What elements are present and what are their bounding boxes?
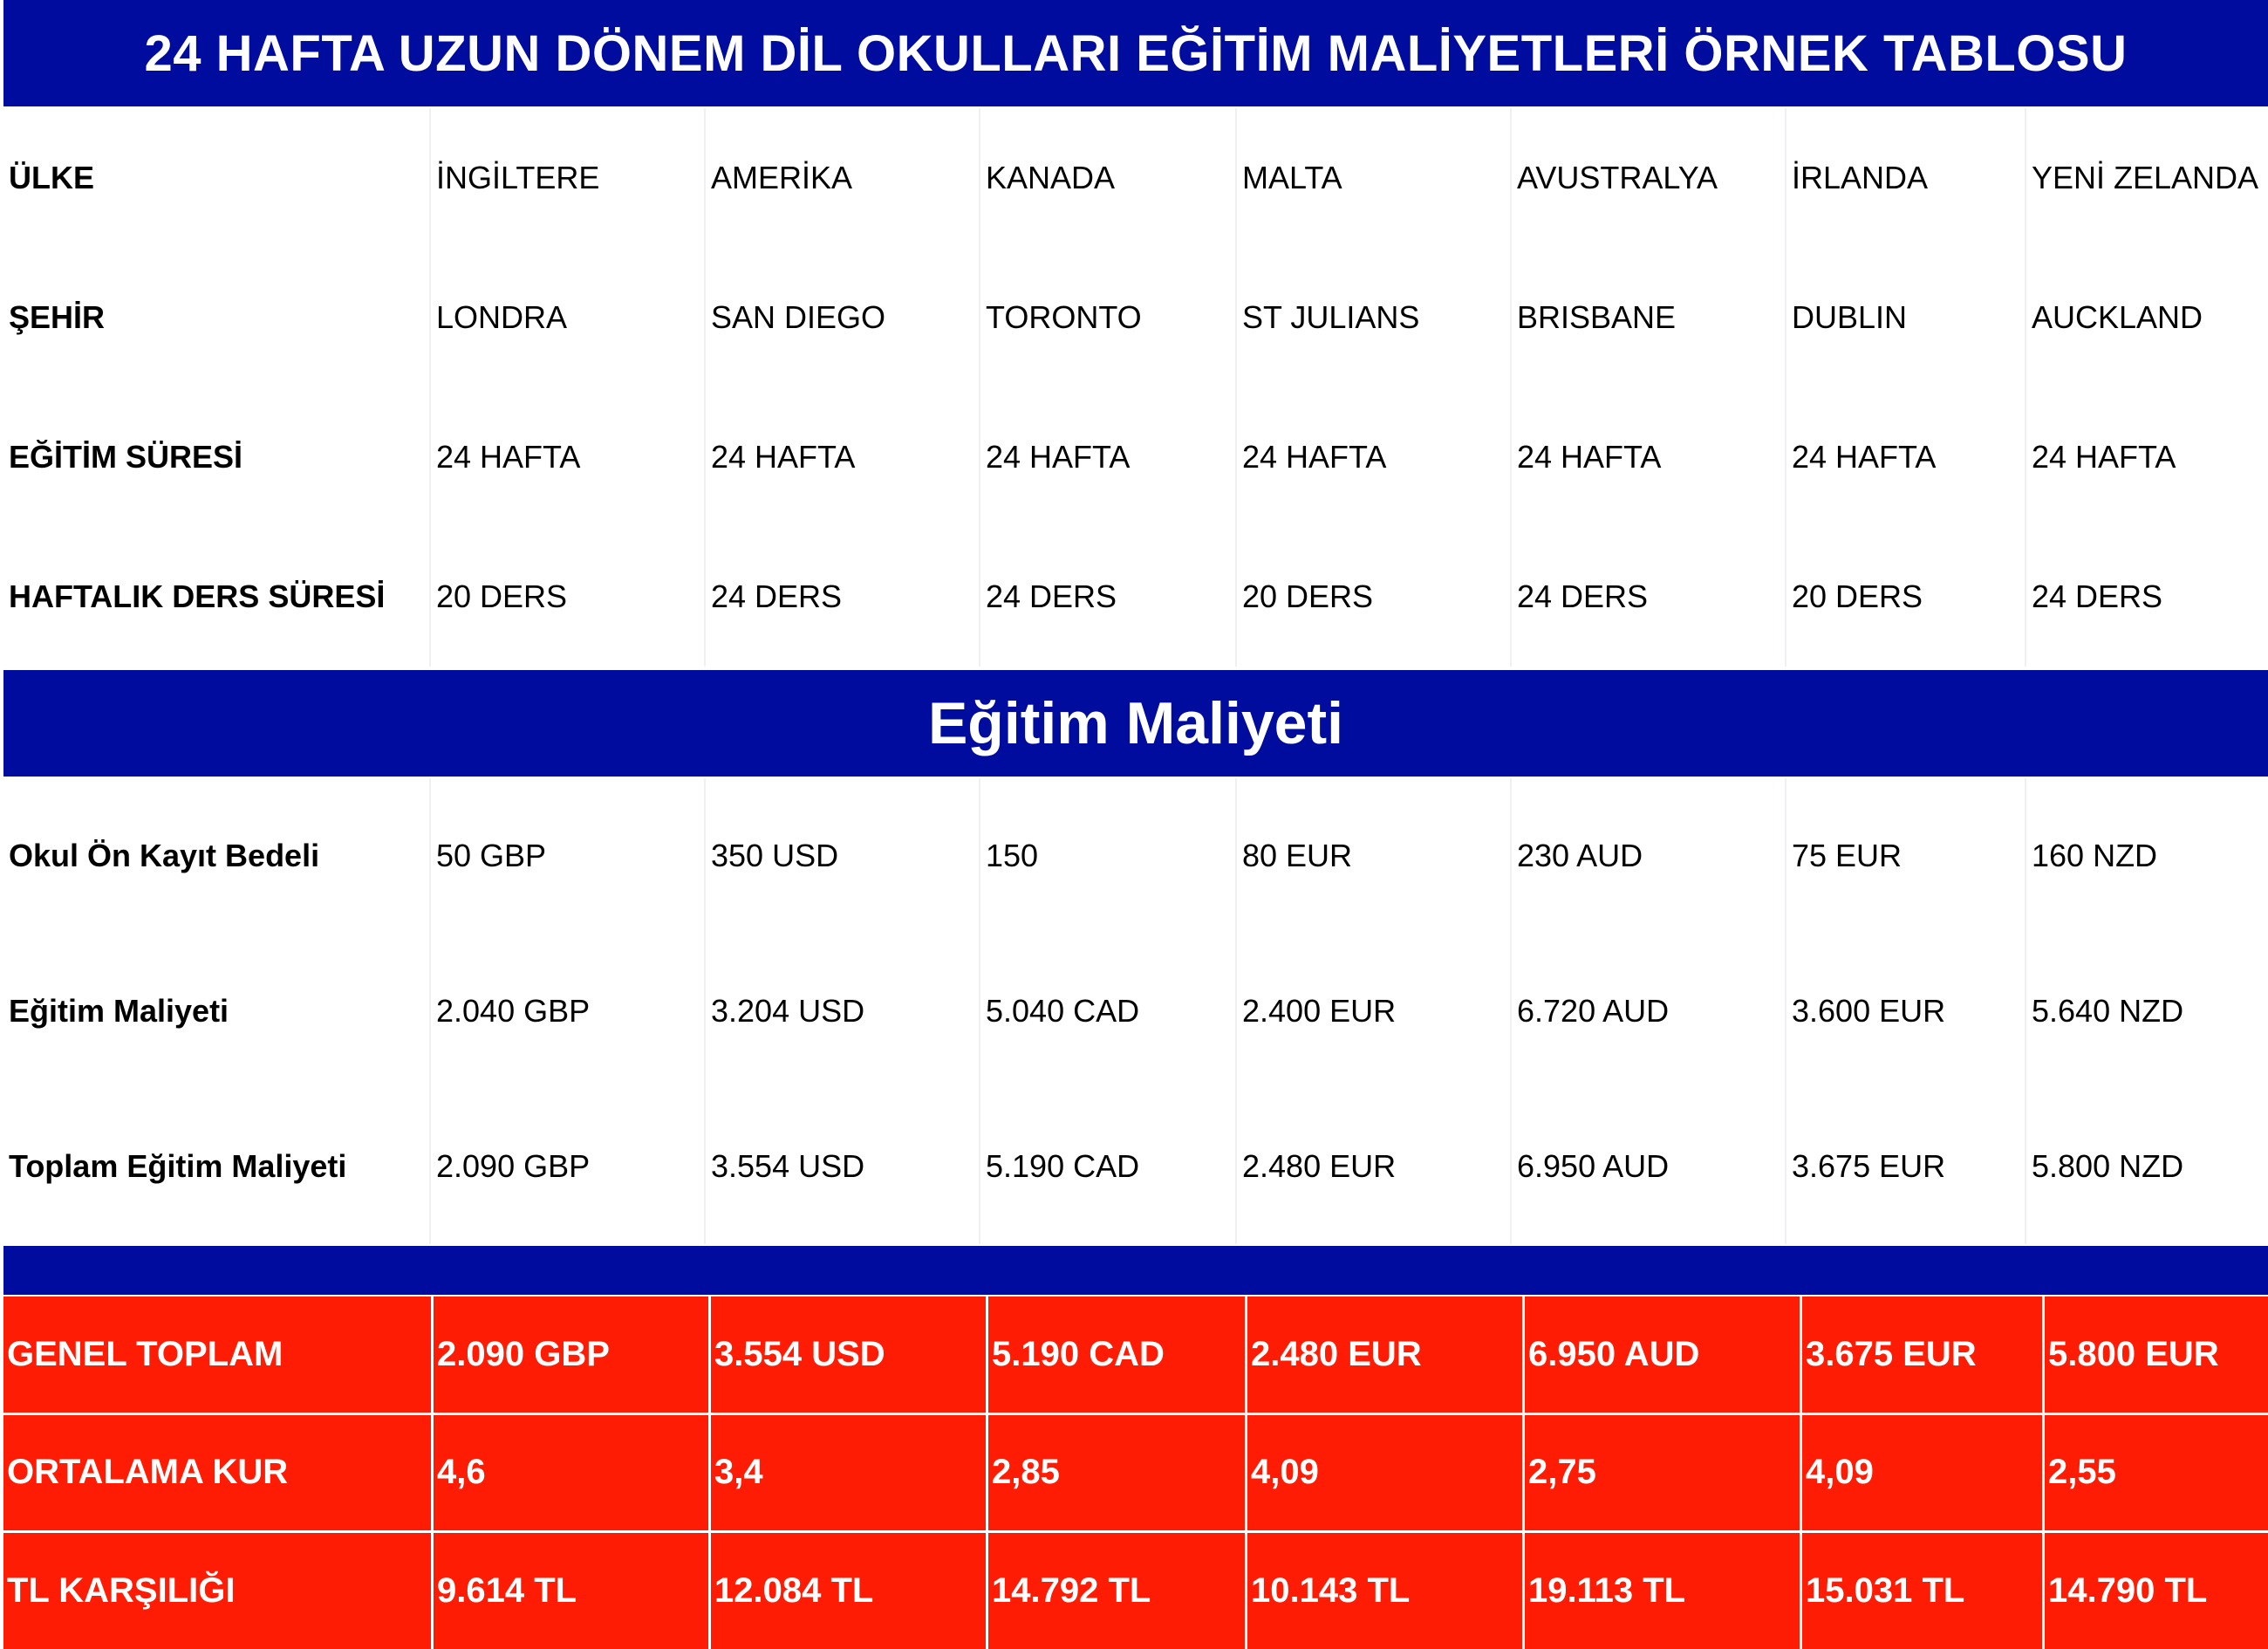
info-row-cell: LONDRA (431, 248, 706, 387)
info-row-cell: KANADA (980, 108, 1237, 248)
cost-row-cell: 5.640 NZD (2032, 993, 2184, 1029)
total-row-cell: 2.480 EUR (1247, 1297, 1522, 1413)
cost-table (3, 778, 2268, 1244)
info-row-label: ŞEHİR (3, 248, 431, 387)
section-title: Eğitim Maliyeti (3, 670, 2268, 777)
totals-table (3, 1297, 2268, 1649)
info-row-cell: AVUSTRALYA (1512, 108, 1786, 248)
info-row-label: HAFTALIK DERS SÜRESİ (3, 527, 431, 667)
total-row-cell: 12.084 TL (711, 1533, 986, 1649)
total-row-cell: 10.143 TL (1247, 1533, 1522, 1649)
info-row-cell: 20 DERS (431, 527, 706, 667)
total-row-cell: 2,75 (1525, 1415, 1800, 1531)
total-row-cell: 5.800 EUR (2045, 1297, 2268, 1413)
info-row-cell: 24 HAFTA (1237, 387, 1512, 527)
info-row-cell: 24 HAFTA (980, 387, 1237, 527)
info-row-cell: TORONTO (980, 248, 1237, 387)
total-row-cell: 14.790 TL (2045, 1533, 2268, 1649)
total-row-label: ORTALAMA KUR (3, 1415, 431, 1531)
info-row-label: EĞİTİM SÜRESİ (3, 387, 431, 527)
cost-row-cell: 350 USD (706, 778, 980, 934)
info-row-cell: ST JULIANS (1237, 248, 1512, 387)
cost-row-cell: 5.040 CAD (980, 934, 1237, 1089)
info-row-cell: BRISBANE (1512, 248, 1786, 387)
info-row-cell: 24 DERS (2032, 578, 2163, 614)
cost-row-label: Okul Ön Kayıt Bedeli (3, 778, 431, 934)
cost-row-cell: 3.204 USD (706, 934, 980, 1089)
cost-row-cell: 75 EUR (1786, 778, 2026, 934)
info-row-cell: SAN DIEGO (706, 248, 980, 387)
info-row-cell: 24 HAFTA (706, 387, 980, 527)
cost-row-cell: 2.480 EUR (1237, 1089, 1512, 1244)
total-row-cell: 3,4 (711, 1415, 986, 1531)
info-table (3, 108, 2268, 667)
total-row-cell: 4,09 (1247, 1415, 1522, 1531)
info-row-cell: DUBLIN (1786, 248, 2026, 387)
cost-row-label: Eğitim Maliyeti (3, 934, 431, 1089)
cost-row-cell: 5.190 CAD (980, 1089, 1237, 1244)
cost-row-cell: 6.950 AUD (1512, 1089, 1786, 1244)
info-row-cell: MALTA (1237, 108, 1512, 248)
cost-row-cell: 160 NZD (2032, 838, 2158, 873)
total-row-cell: 4,6 (434, 1415, 708, 1531)
info-row-cell: 20 DERS (1237, 527, 1512, 667)
info-row-cell: 24 HAFTA (1512, 387, 1786, 527)
cost-row-cell: 3.675 EUR (1786, 1089, 2026, 1244)
info-row-label: ÜLKE (3, 108, 431, 248)
info-row-cell: 20 DERS (1786, 527, 2026, 667)
info-row-cell: 24 HAFTA (431, 387, 706, 527)
total-row-cell: 6.950 AUD (1525, 1297, 1800, 1413)
table-title: 24 HAFTA UZUN DÖNEM DİL OKULLARI EĞİTİM MALİYETLERİ ÖRNEK TABLOSU (3, 0, 2268, 106)
cost-row-cell: 6.720 AUD (1512, 934, 1786, 1089)
cost-row-cell: 230 AUD (1512, 778, 1786, 934)
cost-row-cell: 80 EUR (1237, 778, 1512, 934)
info-row-cell: İNGİLTERE (431, 108, 706, 248)
cost-row-label: Toplam Eğitim Maliyeti (3, 1089, 431, 1244)
cost-row-cell: 2.400 EUR (1237, 934, 1512, 1089)
total-row-cell: 3.554 USD (711, 1297, 986, 1413)
total-row-label: TL KARŞILIĞI (3, 1533, 431, 1649)
total-row-cell: 5.190 CAD (988, 1297, 1245, 1413)
info-row-cell: YENİ ZELANDA (2032, 160, 2259, 195)
info-row-cell: İRLANDA (1786, 108, 2026, 248)
info-row-cell: 24 DERS (706, 527, 980, 667)
total-row-cell: 4,09 (1802, 1415, 2042, 1531)
total-row-cell: 2.090 GBP (434, 1297, 708, 1413)
info-row-cell: 24 HAFTA (1786, 387, 2026, 527)
total-row-cell: 3.675 EUR (1802, 1297, 2042, 1413)
cost-row-cell: 50 GBP (431, 778, 706, 934)
total-row-cell: 9.614 TL (434, 1533, 708, 1649)
total-row-cell: 15.031 TL (1802, 1533, 2042, 1649)
info-row-cell: AUCKLAND (2032, 299, 2203, 335)
total-row-cell: 2,85 (988, 1415, 1245, 1531)
info-row-cell: 24 HAFTA (2032, 439, 2176, 475)
info-row-cell: AMERİKA (706, 108, 980, 248)
separator-band (3, 1246, 2268, 1295)
cost-row-cell: 150 (980, 778, 1237, 934)
cost-row-cell: 2.040 GBP (431, 934, 706, 1089)
info-row-cell: 24 DERS (1512, 527, 1786, 667)
cost-row-cell: 3.600 EUR (1786, 934, 2026, 1089)
total-row-label: GENEL TOPLAM (3, 1297, 431, 1413)
total-row-cell: 19.113 TL (1525, 1533, 1800, 1649)
total-row-cell: 2,55 (2045, 1415, 2268, 1531)
cost-row-cell: 5.800 NZD (2032, 1148, 2184, 1184)
cost-row-cell: 3.554 USD (706, 1089, 980, 1244)
cost-row-cell: 2.090 GBP (431, 1089, 706, 1244)
total-row-cell: 14.792 TL (988, 1533, 1245, 1649)
info-row-cell: 24 DERS (980, 527, 1237, 667)
